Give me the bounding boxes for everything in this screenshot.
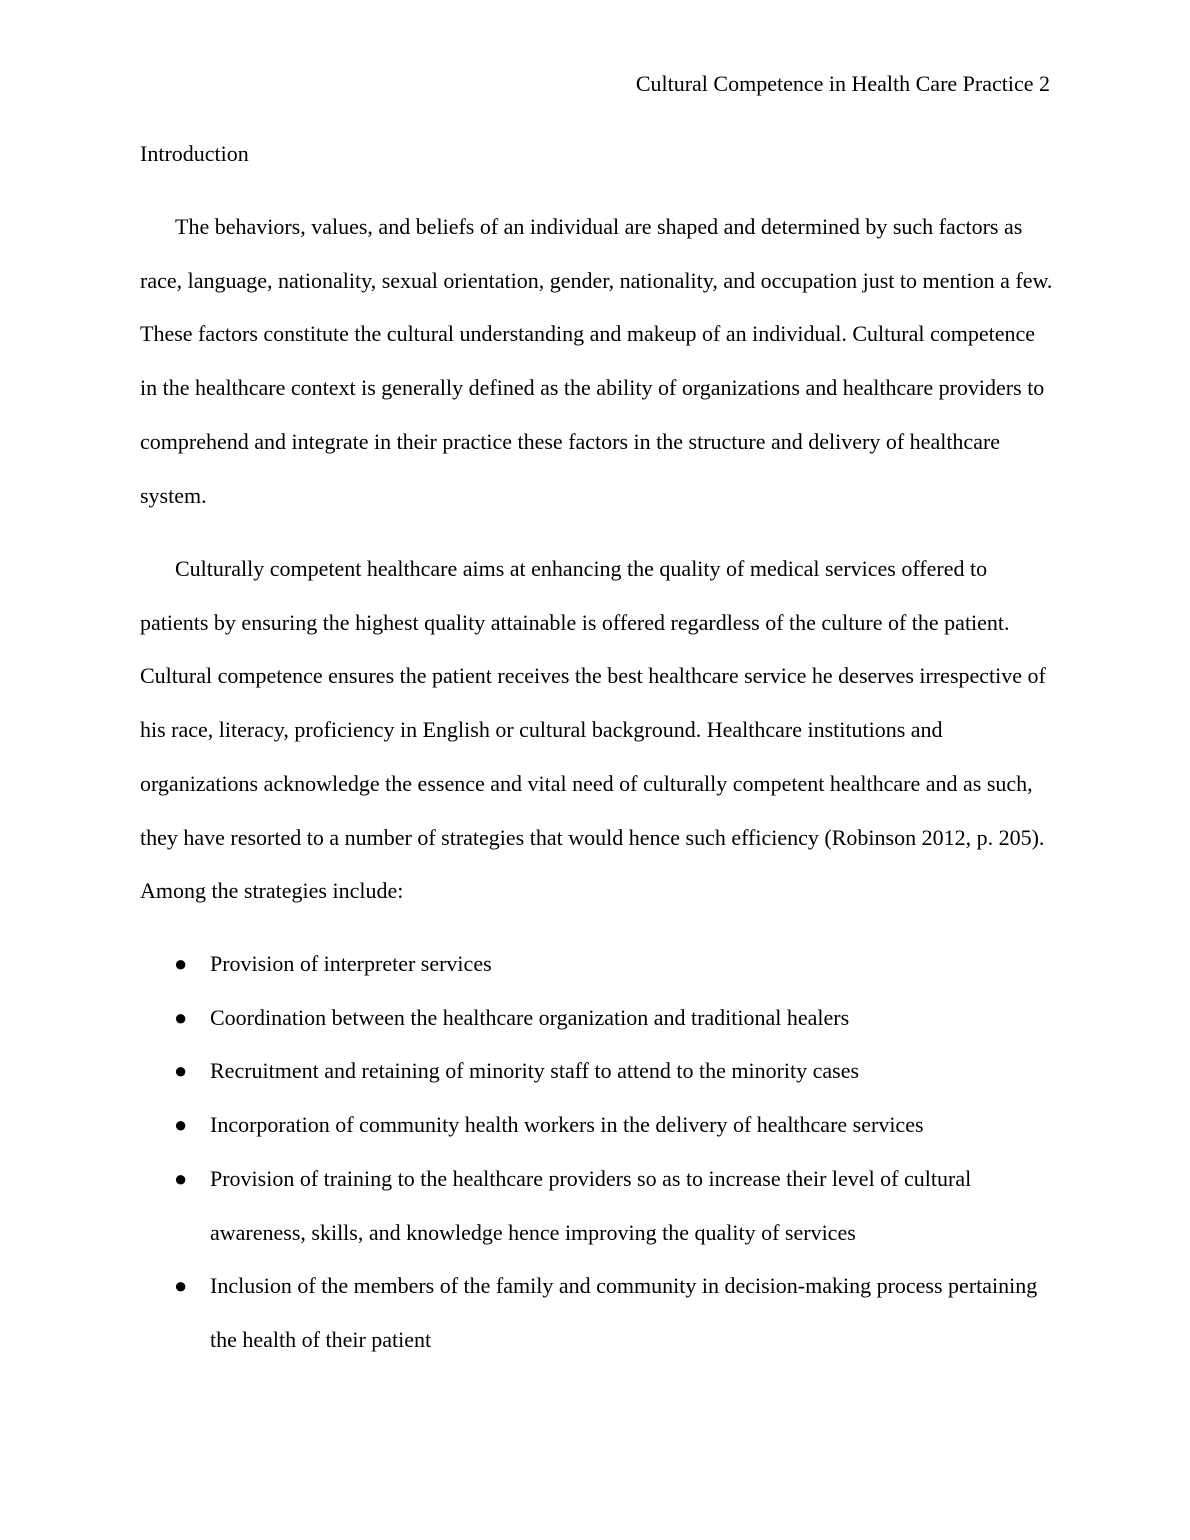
list-item-text: Coordination between the healthcare organization and traditional healers — [210, 1004, 850, 1030]
running-head: Cultural Competence in Health Care Practice 2 — [635, 71, 1050, 96]
strategy-list — [140, 937, 1040, 1367]
list-item — [140, 1152, 1040, 1259]
list-item — [140, 1259, 1040, 1366]
bullet-icon: ● — [174, 1273, 188, 1299]
paragraph-1: The behaviors, values, and beliefs of an individual are shaped and determined by such factors as race, language, nationality, sexual orientation, gender, nationality, and occupation just to mention a few. These factors constitute the cultural understanding and makeup of an individual. Cultural competence in the healthcare context is generally defined as the ability of organizations and healthcare providers to comprehend and integrate in their practice these factors in the structure and delivery of healthcare system. — [140, 214, 1053, 508]
list-item — [140, 1098, 1040, 1152]
list-item-text: Inclusion of the members of the family and community in decision-making process pertaining the health of their patient — [210, 1273, 1038, 1352]
bullet-icon: ● — [174, 1112, 188, 1138]
list-item-text: Provision of interpreter services — [210, 951, 492, 976]
list-item — [140, 937, 1040, 991]
list-item-text: Recruitment and retaining of minority staff to attend to the minority cases — [210, 1058, 860, 1084]
bullet-icon: ● — [174, 1004, 188, 1030]
list-item-text: Incorporation of community health workers in the delivery of healthcare services — [210, 1112, 924, 1138]
bullet-icon: ● — [174, 1165, 188, 1191]
list-item-text: Provision of training to the healthcare providers so as to increase their level of cultural awareness, skills, and knowledge hence improving the quality of services — [210, 1165, 972, 1245]
paragraph-2: Culturally competent healthcare aims at enhancing the quality of medical services offered to patients by ensuring the highest quality attainable is offered regardless of the culture of the patient. Cultural competence ensures the patient receives the best healthcare service he deserves irrespective of his race, literacy, proficiency in English or cultural background. Healthcare institutions and organizations acknowledge the essence and vital need of culturally competent healthcare and as such, they have resorted to a number of strategies that would hence such efficiency (Robinson 2012, p. 205). Among the strategies include: — [140, 556, 1046, 904]
section-heading: Introduction — [140, 141, 249, 166]
list-item — [140, 991, 1040, 1045]
list-item — [140, 1044, 1040, 1098]
bullet-icon: ● — [174, 951, 188, 976]
bullet-icon: ● — [174, 1058, 188, 1084]
